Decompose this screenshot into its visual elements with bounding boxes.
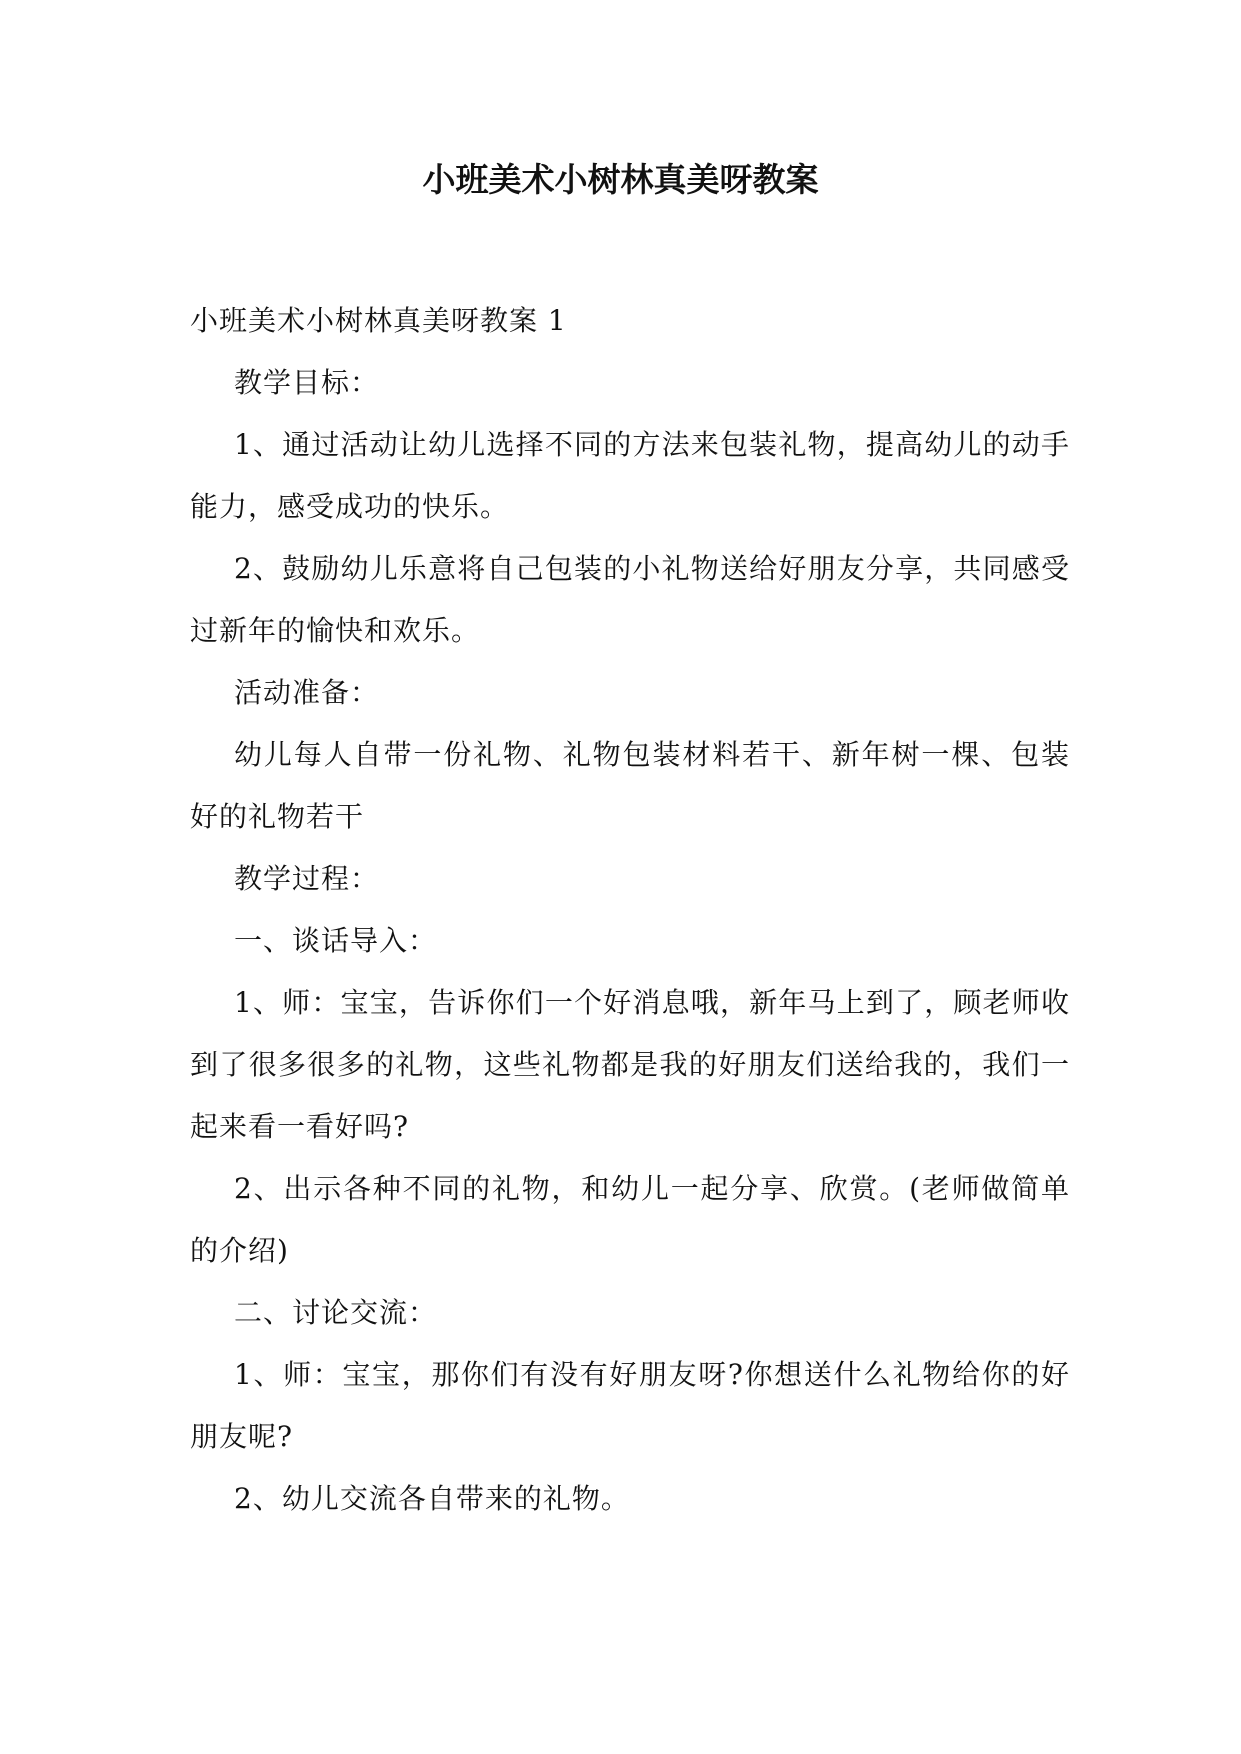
paragraph: 1、师：宝宝，那你们有没有好朋友呀?你想送什么礼物给你的好朋友呢?: [190, 1358, 1070, 1453]
paragraph: 活动准备：: [234, 676, 380, 709]
paragraph: 1、师：宝宝，告诉你们一个好消息哦，新年马上到了，顾老师收到了很多很多的礼物，这些礼物都是我的好朋友们送给我的，我们一起来看一看好吗?: [190, 986, 1070, 1143]
paragraph: 2、幼儿交流各自带来的礼物。: [234, 1482, 630, 1515]
paragraph: 1、通过活动让幼儿选择不同的方法来包装礼物，提高幼儿的动手能力，感受成功的快乐。: [190, 428, 1070, 523]
document-body: [190, 290, 1070, 1530]
paragraph: 2、鼓励幼儿乐意将自己包装的小礼物送给好朋友分享，共同感受过新年的愉快和欢乐。: [190, 552, 1070, 647]
paragraph: 教学过程：: [234, 862, 380, 895]
paragraph: 教学目标：: [234, 366, 380, 399]
page-title: 小班美术小树林真美呀教案: [422, 160, 819, 199]
paragraph: 一、谈话导入：: [234, 924, 438, 957]
section-heading: 小班美术小树林真美呀教案 1: [190, 304, 567, 337]
paragraph: 2、出示各种不同的礼物，和幼儿一起分享、欣赏。(老师做简单的介绍): [190, 1172, 1070, 1267]
paragraph: 二、讨论交流：: [234, 1296, 438, 1329]
paragraph: 幼儿每人自带一份礼物、礼物包装材料若干、新年树一棵、包装好的礼物若干: [190, 738, 1070, 833]
